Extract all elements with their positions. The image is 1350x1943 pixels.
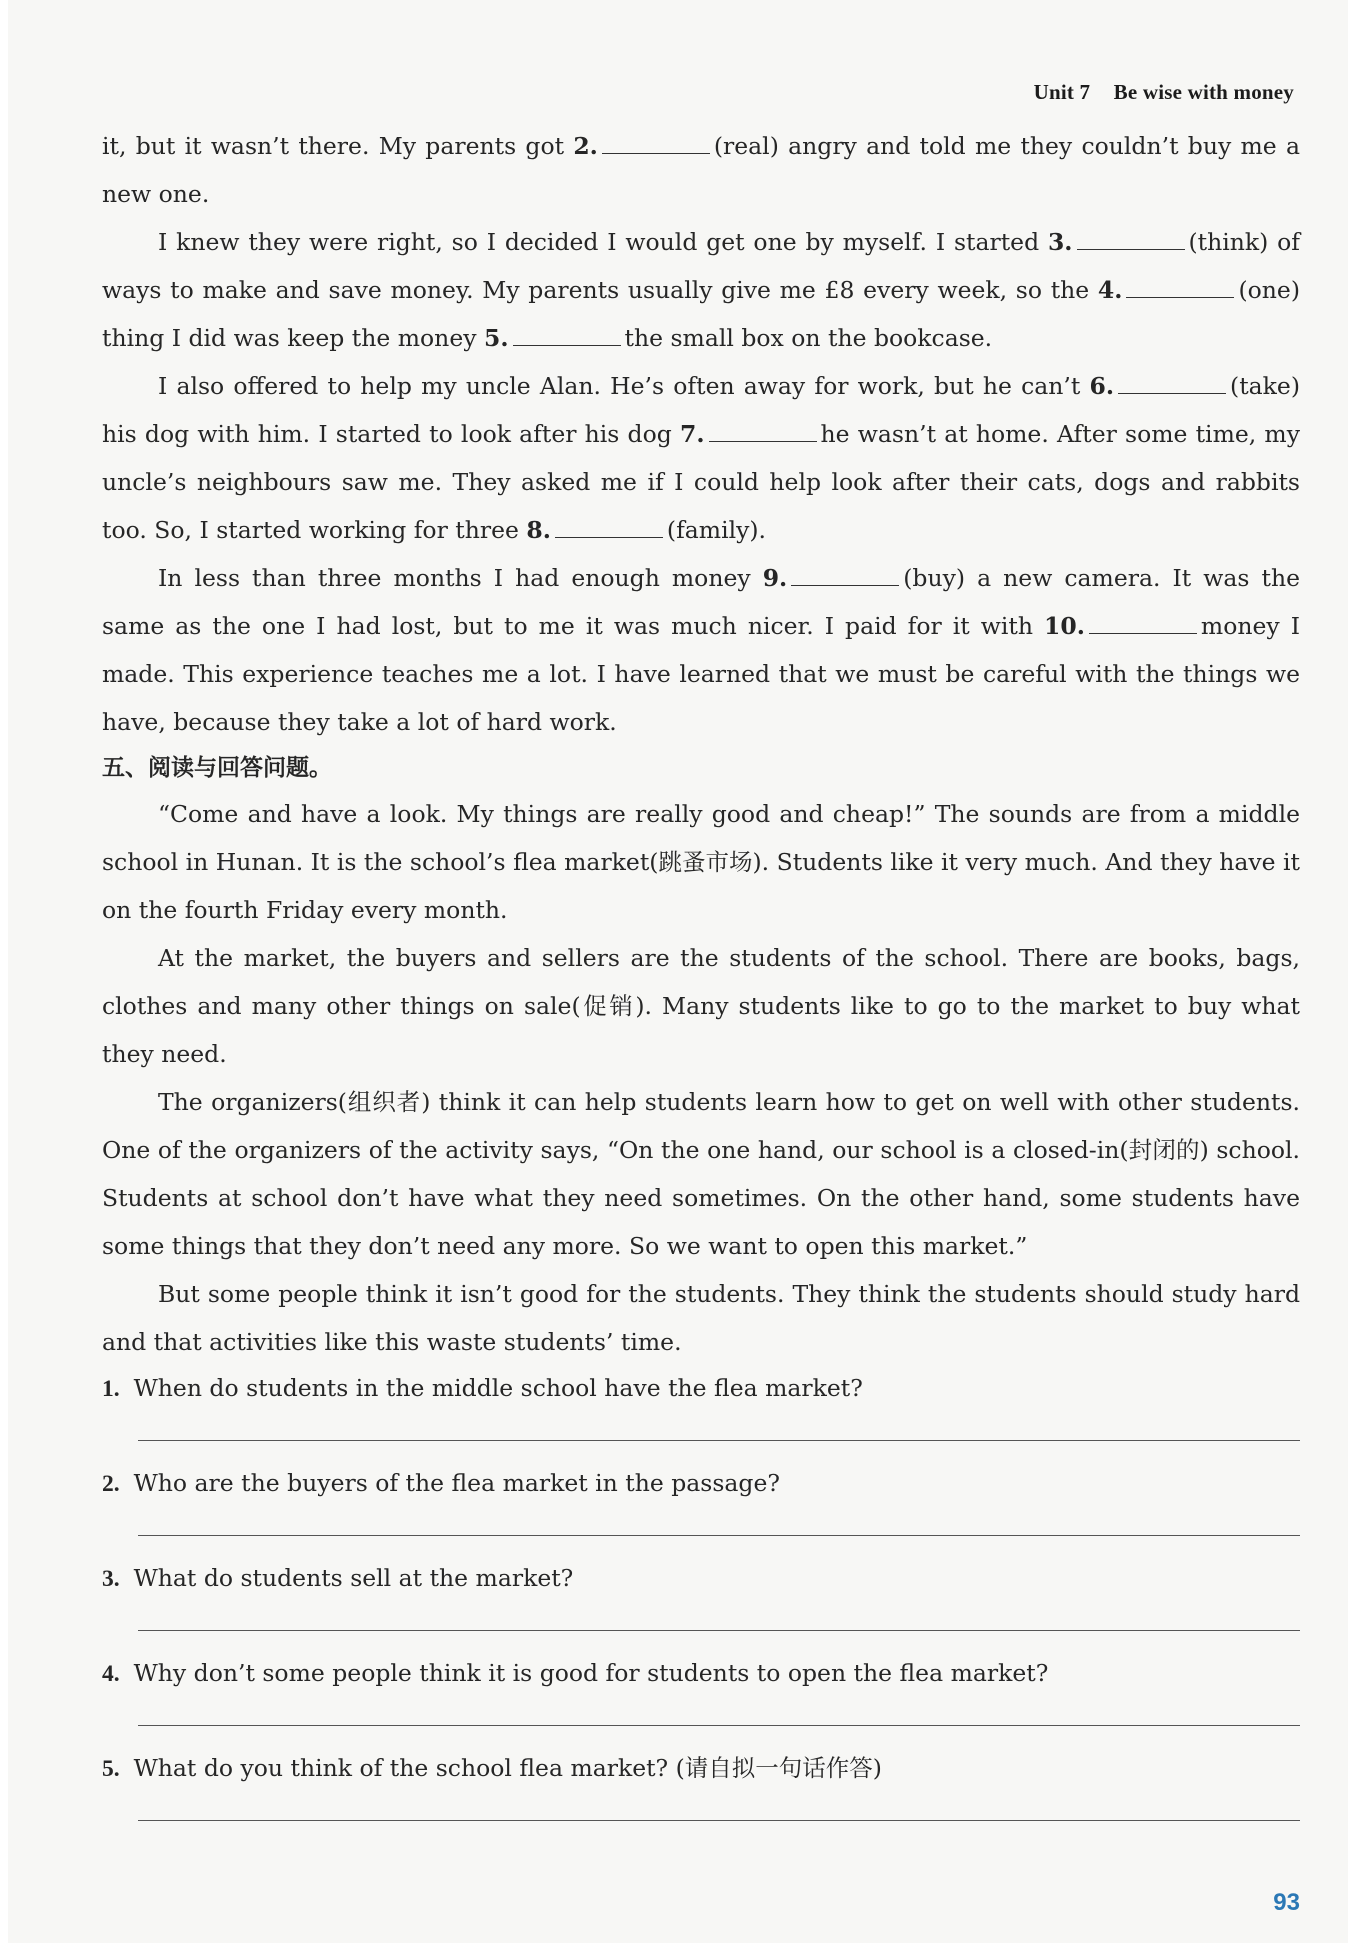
page-header: [1034, 80, 1294, 105]
question-prompt: Why don’t some people think it is good for students to open the flea market?: [133, 1659, 1049, 1687]
question-prompt: Who are the buyers of the flea market in the passage?: [133, 1469, 780, 1497]
passage-text: money I made. This experience teaches me a lot. I have learned that we must be careful with the things we have, because they take a lot of hard work.: [102, 612, 1300, 736]
answer-blank[interactable]: [1077, 223, 1185, 250]
blank-number: 9.: [762, 564, 788, 592]
page-number: 93: [1273, 1889, 1300, 1916]
blank-number: 3.: [1047, 228, 1073, 256]
question-number: 2.: [102, 1471, 120, 1497]
reading-paragraph: The organizers(组织者) think it can help students learn how to get on well with other students. One of the organizers of the activity says, “On the one hand, our school is a closed-in(封闭的) school. Students at school don’t have what they need sometimes. On the other hand, some students have some things that they don’t need any more. So we want to open this market.”: [102, 1088, 1300, 1260]
answer-blank[interactable]: [513, 319, 621, 346]
passage-paragraph: [102, 362, 1300, 554]
blank-number: 7.: [680, 420, 705, 448]
answer-blank[interactable]: [1126, 271, 1234, 298]
blank-number: 2.: [573, 132, 598, 160]
page-content: [102, 122, 1300, 1841]
passage-text: I also offered to help my uncle Alan. He’s often away for work, but he can’t: [158, 372, 1090, 400]
answer-blank[interactable]: [602, 127, 710, 154]
question-item: [102, 1461, 1300, 1556]
passage-text: (buy) a new camera. It was the same as the one I had lost, but to me it was much nicer. I paid for it with: [102, 564, 1300, 640]
question-text: [102, 1461, 1300, 1506]
answer-blank[interactable]: [1118, 367, 1226, 394]
question-list: [102, 1366, 1300, 1841]
passage-text: he wasn’t at home. After some time, my uncle’s neighbours saw me. They asked me if I could help look after their cats, dogs and rabbits too. So, I started working for three: [102, 420, 1300, 544]
answer-blank[interactable]: [791, 559, 899, 586]
passage-paragraph: [102, 218, 1300, 362]
question-text: [102, 1746, 1300, 1791]
passage-text: (family).: [666, 516, 767, 544]
unit-title: Be wise with money: [1113, 80, 1294, 104]
question-prompt: When do students in the middle school have the flea market?: [133, 1374, 863, 1402]
passage-text: the small box on the bookcase.: [624, 324, 993, 352]
question-item: [102, 1746, 1300, 1841]
passage-text: (one) thing I did was keep the money: [102, 276, 1300, 352]
unit-label: Unit 7: [1033, 80, 1091, 104]
blank-number: 6.: [1089, 372, 1115, 400]
reading-paragraph: At the market, the buyers and sellers are the students of the school. There are books, bags, clothes and many other things on sale(促销). Many students like to go to the market to buy what they need.: [102, 944, 1300, 1068]
passage-text: (take) his dog with him. I started to look after his dog: [102, 372, 1300, 448]
section-title: 五、阅读与回答问题。: [102, 755, 332, 781]
answer-line[interactable]: [138, 1630, 1300, 1631]
question-number: 1.: [102, 1376, 120, 1402]
question-text: [102, 1556, 1300, 1601]
question-number: 3.: [102, 1566, 120, 1592]
answer-blank[interactable]: [1089, 607, 1197, 634]
answer-blank[interactable]: [555, 511, 663, 538]
answer-line[interactable]: [138, 1535, 1300, 1536]
passage-text: (real) angry and told me they couldn’t buy me a new one.: [102, 132, 1300, 208]
passage-text: In less than three months I had enough money: [158, 564, 763, 592]
blank-number: 10.: [1044, 612, 1085, 640]
passage-text: I knew they were right, so I decided I would get one by myself. I started: [158, 228, 1048, 256]
workbook-page: [8, 0, 1348, 1943]
question-number: 5.: [102, 1756, 120, 1782]
question-prompt: What do you think of the school flea market? (请自拟一句话作答): [133, 1754, 882, 1782]
answer-blank[interactable]: [709, 415, 817, 442]
question-text: [102, 1651, 1300, 1696]
question-prompt: What do students sell at the market?: [133, 1564, 574, 1592]
question-number: 4.: [102, 1661, 120, 1687]
question-item: [102, 1366, 1300, 1461]
question-item: [102, 1556, 1300, 1651]
answer-line[interactable]: [138, 1820, 1300, 1821]
blank-number: 8.: [526, 516, 551, 544]
blank-number: 5.: [483, 324, 509, 352]
question-text: [102, 1366, 1300, 1411]
passage-paragraph: [102, 554, 1300, 746]
passage-text: (think) of ways to make and save money. My parents usually give me £8 every week, so the: [102, 228, 1300, 304]
blank-number: 4.: [1097, 276, 1123, 304]
passage-paragraph: [102, 122, 1300, 218]
answer-line[interactable]: [138, 1440, 1300, 1441]
answer-line[interactable]: [138, 1725, 1300, 1726]
passage-text: it, but it wasn’t there. My parents got: [102, 132, 574, 160]
question-item: [102, 1651, 1300, 1746]
reading-paragraph: “Come and have a look. My things are really good and cheap!” The sounds are from a middle school in Hunan. It is the school’s flea market(跳蚤市场). Students like it very much. And they have it on the fourth Friday every month.: [102, 800, 1300, 924]
reading-paragraph: But some people think it isn’t good for the students. They think the students should study hard and that activities like this waste students’ time.: [102, 1280, 1300, 1356]
